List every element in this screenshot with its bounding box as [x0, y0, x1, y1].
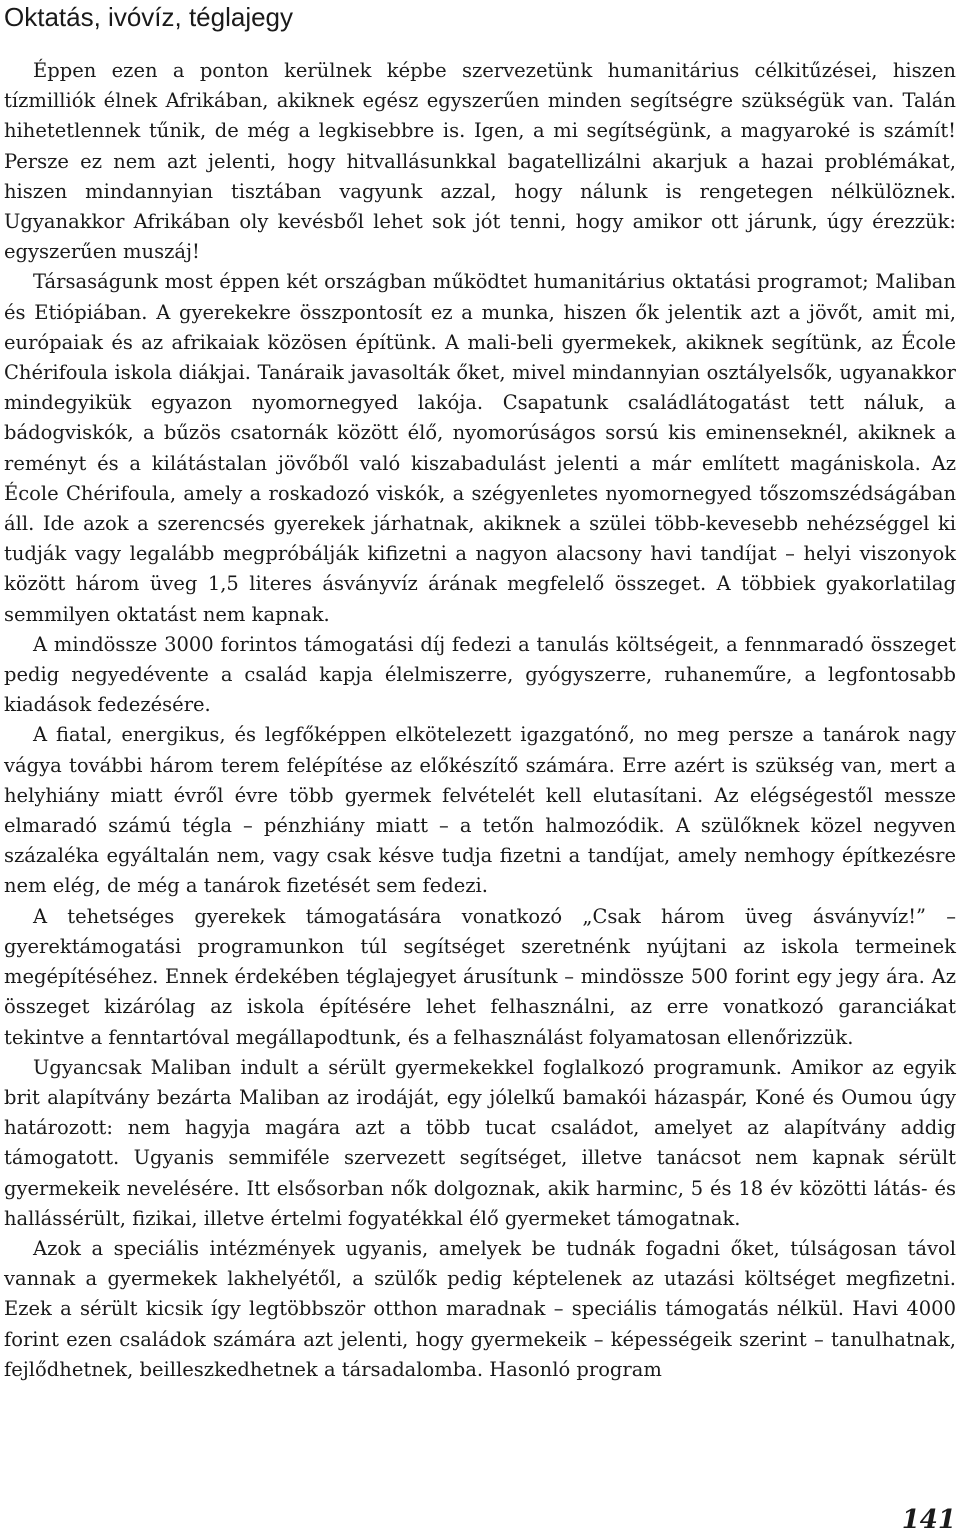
paragraph: Éppen ezen a ponton kerülnek képbe szervezetünk humanitárius célkitűzései, hiszen tízmilliók élnek Afrikában, akiknek egész egyszerűen minden segítségre szükségük van. Talán hihetetlennek tűnik, de még a legkisebbre is. Igen, a mi segítségünk, a magyaroké is számít! Persze ez nem azt jelenti, hogy hitvallásunkkal bagatellizálni akarjuk a hazai problémákat, hiszen mindannyian tisztában vagyunk azzal, hogy nálunk is rengetegen nélkülöznek. Ugyanakkor Afrikában oly kevésből lehet sok jót tenni, hogy amikor ott járunk, úgy érezzük: egyszerűen muszáj!: [4, 59, 956, 264]
page-number: 141: [901, 1505, 956, 1535]
page-title: Oktatás, ivóvíz, téglajegy: [4, 2, 294, 32]
paragraph: Ugyancsak Maliban indult a sérült gyermekekkel foglalkozó programunk. Amikor az egyik brit alapítvány bezárta Maliban az irodáját, egy jólelkű bamakói házaspár, Koné és Oumou úgy határozott: nem hagyja magára azt a több tucat családot, amelyet az alapítvány addig támogatott. Ugyanis semmiféle szervezett segítséget, illetve tanácsot nem kapnak sérült gyermekeik nevelésére. Itt elsősorban nők dolgoznak, akik harminc, 5 és 18 év közötti látás- és hallássérült, fizikai, illetve értelmi fogyatékkal élő gyermeket támogatnak.: [4, 1055, 956, 1230]
paragraph: A fiatal, energikus, és legfőképpen elkötelezett igazgatónő, no meg persze a tanárok nagy vágya további három terem felépítése az előkészítő számára. Erre azért is szükség van, mert a helyhiány miatt évről évre több gyermek felvételét kell elutasítani. Az elégségestől messze elmaradó számú tégla – pénzhiány miatt – a tetőn halmozódik. A szülőknek közel negyven százaléka egyáltalán nem, vagy csak késve tudja fizetni a tandíjat, amely nemhogy építkezésre nem elég, de még a tanárok fizetését sem fedezi.: [4, 723, 956, 898]
article-body: [4, 56, 956, 1385]
paragraph: A tehetséges gyerekek támogatására vonatkozó „Csak három üveg ásványvíz!” – gyerektámogatási programunkon túl segítséget szeretnénk nyújtani az iskola termeinek megépítéséhez. Ennek érdekében téglajegyet árusítunk – mindössze 500 forint egy jegy ára. Az összeget kizárólag az iskola építésére lehet felhasználni, az erre vonatkozó garanciákat tekintve a fenntartóval megállapodtunk, és a felhasználást folyamatosan ellenőrizzük.: [4, 904, 956, 1049]
paragraph: Társaságunk most éppen két országban működtet humanitárius oktatási programot; Maliban és Etiópiában. A gyerekekre összpontosít ez a munka, hiszen ők jelentik azt a jövőt, amit mi, európaiak és az afrikaiak közösen építünk. A mali-beli gyermekek, akiknek segítünk, az École Chérifoula iskola diákjai. Tanáraik javasolták őket, mivel mindannyian osztályelsők, ugyanakkor mindegyikük egyazon nyomornegyed lakója. Csapatunk családlátogatást tett náluk, a bádogviskók, a bűzös csatornák között élő, nyomorúságos sorsú kis eminenseknél, akiknek a reményt és a kilátástalan jövőből való kiszabadulást jelenti a már említett magániskola. Az École Chérifoula, amely a roskadozó viskók, a szégyenletes nyomornegyed tőszomszédságában áll. Ide azok a szerencsés gyerekek járhatnak, akiknek a szülei több-kevesebb nehézséggel ki tudják vagy legalább megpróbálják kifizetni a nagyon alacsony havi tandíjat – helyi viszonyok között három üveg 1,5 literes ásványvíz árának megfelelő összeget. A többiek gyakorlatilag semmilyen oktatást nem kapnak.: [4, 270, 956, 626]
paragraph: A mindössze 3000 forintos támogatási díj fedezi a tanulás költségeit, a fennmaradó összeget pedig negyedévente a család kapja élelmiszerre, gyógyszerre, ruhaneműre, a legfontosabb kiadások fedezésére.: [4, 632, 956, 717]
paragraph: Azok a speciális intézmények ugyanis, amelyek be tudnák fogadni őket, túlságosan távol vannak a gyermekek lakhelyétől, a szülők pedig képtelenek az utazási költséget megfizetni. Ezek a sérült kicsik így legtöbbször otthon maradnak – speciális támogatás nélkül. Havi 4000 forint ezen családok számára azt jelenti, hogy gyermekeik – képességeik szerint – tanulhatnak, fejlődhetnek, beilleszkedhetnek a társadalomba. Hasonló program: [4, 1236, 956, 1381]
